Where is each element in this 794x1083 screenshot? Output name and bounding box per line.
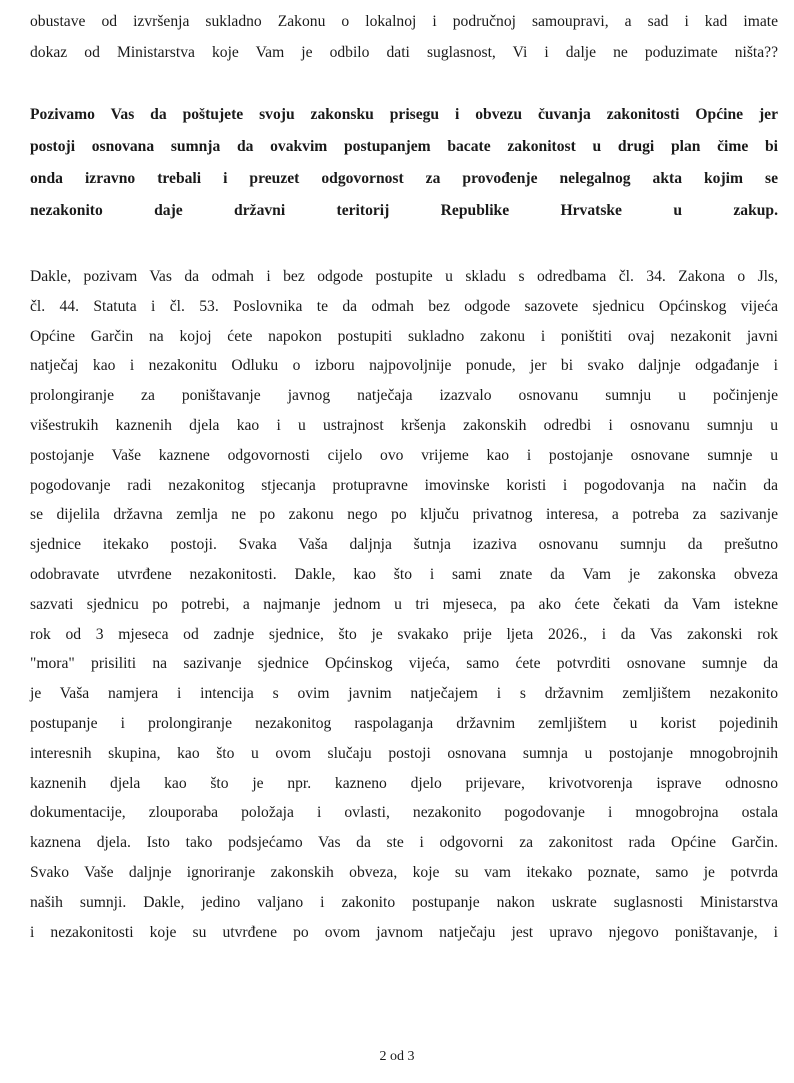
text-line: čl. 44. Statuta i čl. 53. Poslovnika te da odmah bez odgode sazovete sjednicu Općinskog vijeća [30,297,778,315]
text-line: je Vaša namjera i intencija s ovim javnim natječajem i s državnim zemljištem nezakonito [30,685,778,703]
text-line: odobravate utvrđene nezakonitosti. Dakle, kao što i sami znate da Vam je zakonska obveza [30,565,778,583]
text-line: postoji osnovana sumnja da ovakvim postupanjem bacate zakonitost u drugi plan čime bi [30,138,778,155]
text-line: rok od 3 mjeseca od zadnje sjednice, što je svakako prije ljeta 2026., i da Vas zakonski rok [30,625,778,643]
paragraph-2-bold [30,99,778,227]
text-line: postupanje i prolongiranje nezakonitog raspolaganja državnim zemljištem u korist pojedinih [30,714,778,732]
text-line: Općine Garčin na kojoj ćete napokon postupiti sukladno zakonu i poništiti ovaj nezakonit javni [30,327,778,345]
page-number: 2 od 3 [379,1049,415,1064]
text-line: Pozivamo Vas da poštujete svoju zakonsku prisegu i obvezu čuvanja zakonitosti Općine jer [30,106,778,123]
text-line: obustave od izvršenja sukladno Zakonu o lokalnoj i područnoj samoupravi, a sad i kad imate [30,13,778,30]
text-line: pogodovanje radi nezakonitog stjecanja protupravne imovinske koristi i pogodovanja na način da [30,476,778,494]
text-line: sjednice itekako postoji. Svaka Vaša daljnja šutnja izaziva osnovanu sumnju da prešutno [30,536,778,554]
paragraph-3 [30,262,778,947]
paragraph-1 [30,7,778,68]
text-line: postojanje Vaše kaznene odgovornosti cijelo ovo vrijeme kao i postojanje osnovane sumnje u [30,446,778,464]
text-line: dokumentacije, zlouporaba položaja i ovlasti, nezakonito pogodovanje i mnogobrojna ostala [30,804,778,822]
text-line: i nezakonitosti koje su utvrđene po ovom javnom natječaju jest upravo njegovo poništavanje, i [30,923,778,941]
text-line: interesnih skupina, kao što u ovom slučaju postoji osnovana sumnja u postojanje mnogobrojnih [30,744,778,762]
text-line: natječaj kao i nezakonitu Odluku o izboru najpovoljnije ponude, jer bi svako daljnje odgađanje i [30,357,778,375]
text-line: višestrukih kaznenih djela kao i u ustrajnost kršenja zakonskih odredbi i osnovanu sumnju u [30,416,778,434]
text-line: dokaz od Ministarstva koje Vam je odbilo dati suglasnost, Vi i dalje ne poduzimate ništa?? [30,43,778,61]
text-line: se dijelila državna zemlja ne po zakonu nego po ključu privatnog interesa, a potreba za sazivanje [30,506,778,524]
text-line: onda izravno trebali i preuzet odgovornost za provođenje nelegalnog akta kojim se [30,170,778,187]
text-line: Dakle, pozivam Vas da odmah i bez odgode postupite u skladu s odredbama čl. 34. Zakona o Jls, [30,268,778,285]
text-line: nezakonito daje državni teritorij Republike Hrvatske u zakup. [30,202,778,219]
text-line: kaznenih djela kao što je npr. kazneno djelo prijevare, krivotvorenja isprave odnosno [30,774,778,792]
text-line: Svako Vaše daljnje ignoriranje zakonskih obveza, koje su vam itekako poznate, samo je potvrda [30,863,778,881]
text-line: kaznena djela. Isto tako podsjećamo Vas da ste i odgovorni za zakonitost rada Općine Garčin. [30,834,778,852]
text-line: naših sumnji. Dakle, jedino valjano i zakonito postupanje nakon uskrate suglasnosti Ministarstva [30,893,778,911]
text-line: "mora" prisiliti na sazivanje sjednice Općinskog vijeća, samo ćete potvrditi osnovane sumnje da [30,655,778,673]
text-line: sazvati sjednicu po potrebi, a najmanje jednom u tri mjeseca, pa ako ćete čekati da Vam istekne [30,595,778,613]
text-line: prolongiranje za poništavanje javnog natječaja izazvalo osnovanu sumnju u počinjenje [30,387,778,405]
